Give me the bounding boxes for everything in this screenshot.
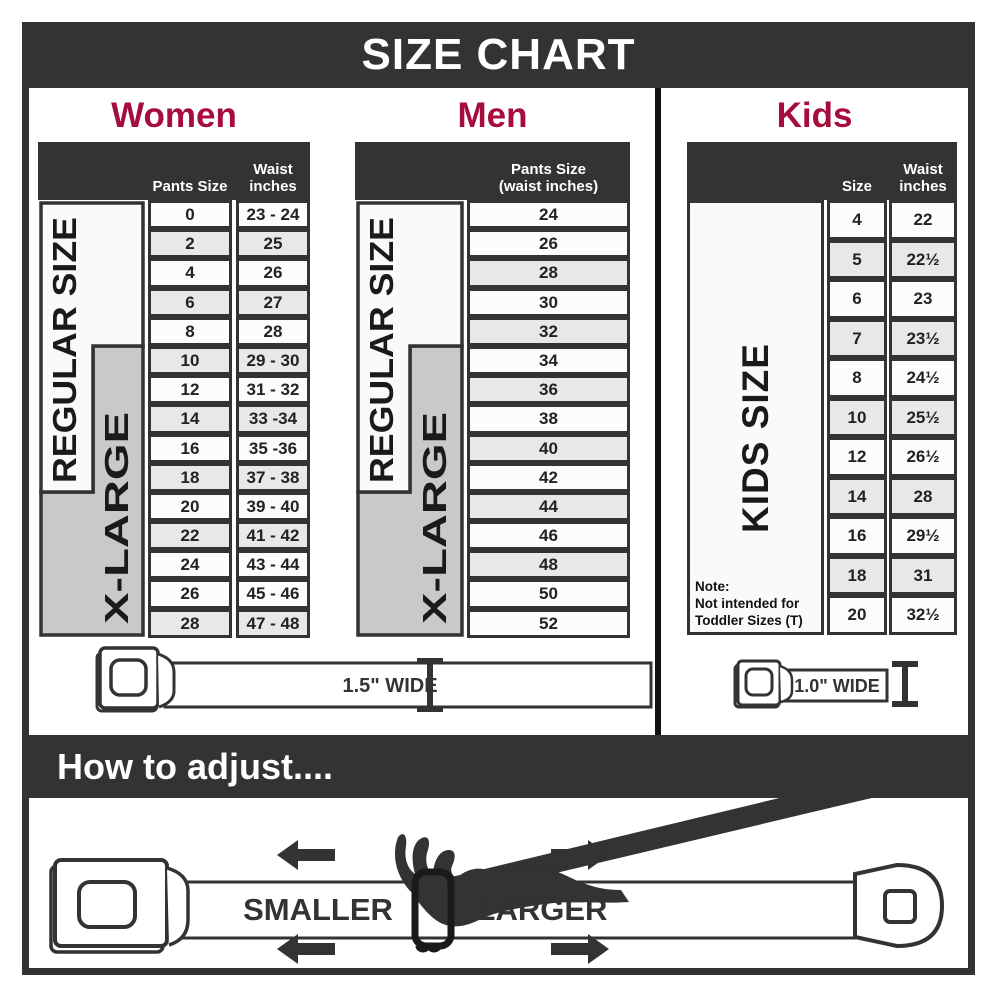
adjust-illustration bbox=[29, 798, 968, 968]
table-cell: 5 bbox=[827, 240, 887, 280]
men-table-header bbox=[355, 142, 630, 200]
table-cell: 28 bbox=[889, 477, 957, 517]
page-title: SIZE CHART bbox=[361, 30, 636, 79]
belt-10-illustration bbox=[661, 641, 968, 733]
table-cell: 7 bbox=[827, 319, 887, 359]
kids-table-header bbox=[687, 142, 957, 200]
table-cell: 36 bbox=[467, 375, 630, 404]
men-xlarge-label: X-LARGE bbox=[416, 475, 453, 624]
belt-end-icon bbox=[855, 865, 942, 946]
table-cell: 26 bbox=[467, 229, 630, 258]
women-title: Women bbox=[111, 96, 237, 135]
kids-col1-header: Size bbox=[841, 178, 872, 195]
table-cell: 6 bbox=[148, 288, 232, 317]
table-cell: 22½ bbox=[889, 240, 957, 280]
smaller-label: SMALLER bbox=[243, 892, 393, 927]
table-cell: 42 bbox=[467, 463, 630, 492]
table-cell: 24 bbox=[467, 200, 630, 229]
women-regular-label: REGULAR SIZE bbox=[46, 237, 83, 483]
table-cell: 52 bbox=[467, 609, 630, 638]
belt-width-label: 1.0" WIDE bbox=[794, 676, 880, 696]
table-cell: 35 -36 bbox=[236, 434, 310, 463]
men-col-header: Pants Size (waist inches) bbox=[498, 161, 599, 195]
table-cell: 14 bbox=[827, 477, 887, 517]
table-cell: 20 bbox=[827, 595, 887, 635]
table-cell: 26 bbox=[236, 258, 310, 287]
table-cell: 6 bbox=[827, 279, 887, 319]
table-cell: 14 bbox=[148, 404, 232, 433]
table-cell: 28 bbox=[148, 609, 232, 638]
table-cell: 2 bbox=[148, 229, 232, 258]
table-cell: 23½ bbox=[889, 319, 957, 359]
table-cell: 30 bbox=[467, 288, 630, 317]
men-title: Men bbox=[457, 96, 528, 135]
table-cell: 27 bbox=[236, 288, 310, 317]
kids-waist-column bbox=[889, 200, 957, 635]
table-cell: 32 bbox=[467, 317, 630, 346]
tables-row bbox=[29, 88, 968, 735]
adjust-illustration-area bbox=[29, 798, 968, 968]
women-pants-size-column bbox=[148, 200, 232, 638]
table-cell: 16 bbox=[148, 434, 232, 463]
table-cell: 4 bbox=[148, 258, 232, 287]
table-cell: 18 bbox=[148, 463, 232, 492]
table-cell: 33 -34 bbox=[236, 404, 310, 433]
men-size-bracket bbox=[355, 200, 465, 638]
table-cell: 47 - 48 bbox=[236, 609, 310, 638]
table-cell: 44 bbox=[467, 492, 630, 521]
table-cell: 23 - 24 bbox=[236, 200, 310, 229]
table-cell: 25 bbox=[236, 229, 310, 258]
seatbelt-buckle-icon bbox=[735, 661, 792, 707]
table-cell: 41 - 42 bbox=[236, 521, 310, 550]
table-cell: 46 bbox=[467, 521, 630, 550]
men-regular-label: REGULAR SIZE bbox=[363, 237, 400, 483]
table-cell: 28 bbox=[236, 317, 310, 346]
table-cell: 32½ bbox=[889, 595, 957, 635]
table-cell: 20 bbox=[148, 492, 232, 521]
table-cell: 45 - 46 bbox=[236, 579, 310, 608]
table-cell: 31 bbox=[889, 556, 957, 596]
table-cell: 8 bbox=[148, 317, 232, 346]
table-cell: 38 bbox=[467, 404, 630, 433]
women-col1-header: Pants Size bbox=[152, 178, 228, 195]
kids-note: Note: Not intended for Toddler Sizes (T) bbox=[695, 579, 803, 628]
table-cell: 29½ bbox=[889, 516, 957, 556]
table-cell: 26½ bbox=[889, 437, 957, 477]
table-cell: 0 bbox=[148, 200, 232, 229]
table-cell: 34 bbox=[467, 346, 630, 375]
table-cell: 12 bbox=[827, 437, 887, 477]
women-men-section bbox=[29, 88, 655, 735]
table-cell: 10 bbox=[827, 398, 887, 438]
table-cell: 22 bbox=[148, 521, 232, 550]
table-cell: 22 bbox=[889, 200, 957, 240]
size-chart-banner bbox=[22, 22, 975, 88]
main-frame bbox=[22, 88, 975, 975]
width-marker-icon bbox=[892, 664, 918, 704]
table-cell: 43 - 44 bbox=[236, 550, 310, 579]
table-cell: 40 bbox=[467, 434, 630, 463]
how-to-adjust-title: How to adjust.... bbox=[57, 745, 333, 787]
table-cell: 48 bbox=[467, 550, 630, 579]
table-cell: 50 bbox=[467, 579, 630, 608]
women-xlarge-label: X-LARGE bbox=[98, 475, 135, 624]
women-size-bracket bbox=[38, 200, 146, 638]
table-cell: 24½ bbox=[889, 358, 957, 398]
kids-title: Kids bbox=[776, 96, 853, 135]
table-cell: 37 - 38 bbox=[236, 463, 310, 492]
table-cell: 24 bbox=[148, 550, 232, 579]
kids-size-label: KIDS SIZE bbox=[734, 343, 776, 533]
table-cell: 4 bbox=[827, 200, 887, 240]
women-table-header bbox=[38, 142, 310, 200]
how-to-adjust-banner bbox=[29, 735, 968, 798]
table-cell: 26 bbox=[148, 579, 232, 608]
table-cell: 29 - 30 bbox=[236, 346, 310, 375]
table-cell: 8 bbox=[827, 358, 887, 398]
kids-col2-header: Waist inches bbox=[899, 161, 947, 195]
women-col2-header: Waist inches bbox=[249, 161, 297, 195]
kids-section bbox=[661, 88, 968, 735]
seatbelt-buckle-icon bbox=[97, 648, 174, 711]
women-waist-column bbox=[236, 200, 310, 638]
men-pants-size-column bbox=[467, 200, 630, 638]
table-cell: 28 bbox=[467, 258, 630, 287]
belt-width-label: 1.5" WIDE bbox=[342, 675, 438, 697]
table-cell: 12 bbox=[148, 375, 232, 404]
larger-label: LARGER bbox=[476, 892, 608, 927]
kids-size-column bbox=[827, 200, 887, 635]
table-cell: 31 - 32 bbox=[236, 375, 310, 404]
kids-size-box bbox=[687, 200, 824, 635]
table-cell: 39 - 40 bbox=[236, 492, 310, 521]
table-cell: 18 bbox=[827, 556, 887, 596]
table-cell: 23 bbox=[889, 279, 957, 319]
table-cell: 10 bbox=[148, 346, 232, 375]
belt-15-illustration bbox=[29, 641, 655, 733]
table-cell: 16 bbox=[827, 516, 887, 556]
seatbelt-buckle-icon bbox=[51, 860, 188, 952]
table-cell: 25½ bbox=[889, 398, 957, 438]
